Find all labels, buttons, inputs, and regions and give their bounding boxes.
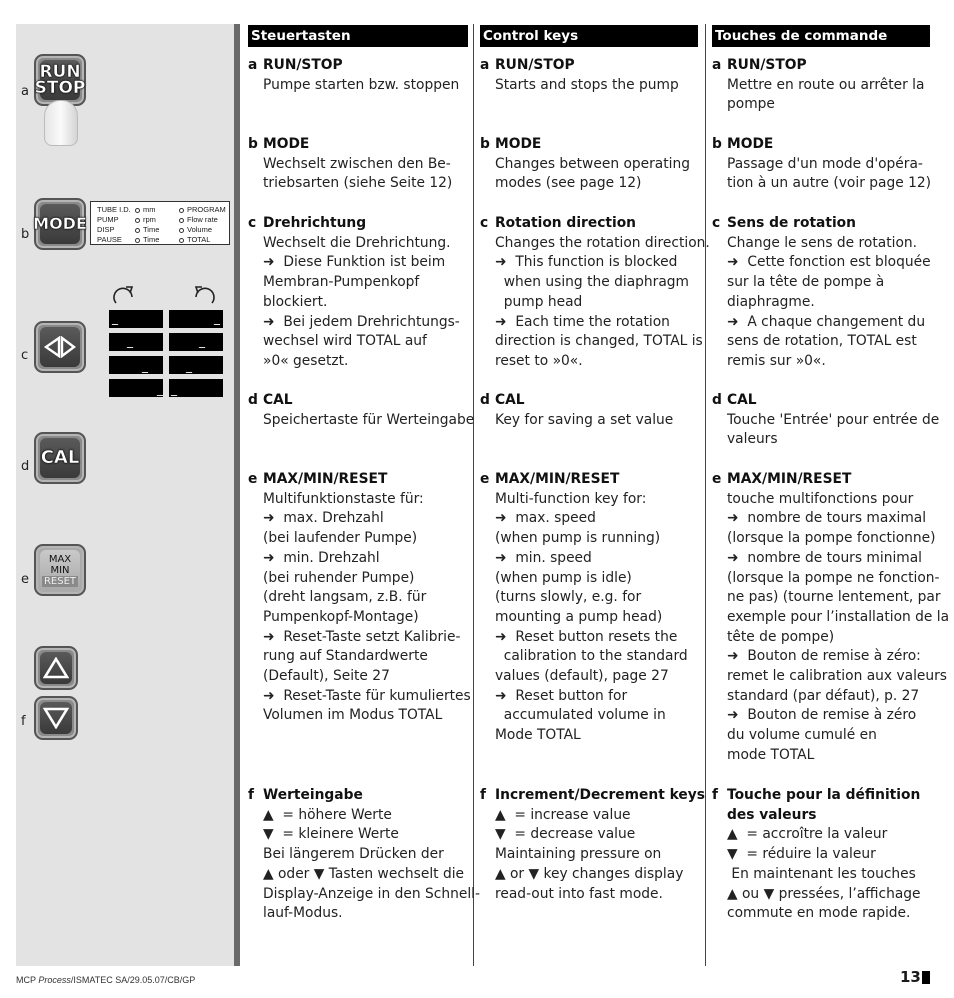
item-letter: a (480, 57, 490, 73)
item-d (480, 391, 673, 430)
column-heading-de: Steuertasten (248, 25, 468, 47)
row-label-d: d (21, 459, 30, 474)
item-title: MODE (727, 136, 774, 152)
item-line: Pumpe starten bzw. stoppen (263, 76, 460, 93)
item-line: du volume cumulé en (727, 727, 877, 744)
item-b (712, 135, 931, 194)
page-number: 13 (900, 968, 921, 986)
item-line: pompe (727, 96, 775, 113)
mode-table (90, 201, 230, 245)
item-line: ➜ Bouton de remise à zéro: (727, 648, 921, 665)
item-line: Speichertaste für Werteingabe (263, 411, 475, 428)
item-line: Change le sens de rotation. (727, 234, 918, 251)
item-e (248, 470, 471, 726)
item-line: values (default), page 27 (495, 668, 669, 685)
item-line: ➜ nombre de tours maximal (727, 510, 927, 527)
rotation-direction-icon (43, 336, 77, 358)
column-heading-fr: Touches de commande (712, 25, 930, 47)
item-line: ➜ Reset-Taste setzt Kalibrie- (263, 628, 461, 645)
item-letter: d (712, 392, 722, 408)
mode-option: Flow rate (187, 215, 218, 224)
item-letter: a (712, 57, 722, 73)
rotation-direction-key[interactable] (34, 321, 86, 373)
item-a (712, 56, 924, 115)
item-line: Starts and stops the pump (495, 76, 679, 93)
item-line: ▼ = kleinere Werte (263, 826, 399, 843)
item-letter: c (712, 215, 721, 231)
item-line: Bei längerem Drücken der (263, 846, 444, 863)
item-line: ➜ Reset button resets the (495, 628, 678, 645)
item-line: ➜ Cette fonction est bloquée (727, 254, 931, 271)
item-title: CAL (263, 392, 293, 408)
item-title: RUN/STOP (263, 57, 343, 73)
item-line: ▲ = increase value (495, 806, 631, 823)
item-line: ▲ or ▼ key changes display (495, 865, 684, 882)
mode-unit: mm (143, 205, 156, 214)
item-line: ➜ max. Drehzahl (263, 510, 384, 527)
item-line: diaphragme. (727, 293, 815, 310)
item-letter: d (248, 392, 258, 408)
cal-label: CAL (40, 447, 80, 469)
item-line: accumulated volume in (495, 707, 666, 724)
item-line: touche multifonctions pour (727, 490, 914, 507)
item-line: standard (par défaut), p. 27 (727, 687, 920, 704)
item-title: CAL (727, 392, 757, 408)
item-title: CAL (495, 392, 525, 408)
item-line: direction is changed, TOTAL is (495, 333, 703, 350)
item-title: MODE (263, 136, 310, 152)
illustration-panel (16, 24, 234, 966)
reset-label: RESET (43, 575, 77, 587)
item-line: ➜ A chaque changement du (727, 313, 926, 330)
cal-key[interactable] (34, 432, 86, 484)
item-f (480, 786, 705, 904)
item-line: Changes the rotation direction. (495, 234, 710, 251)
display-segment: _ (109, 310, 163, 328)
item-line: sur la tête de pompe à (727, 274, 885, 291)
item-line: ▼ = réduire la valeur (727, 846, 876, 863)
item-line: mounting a pump head) (495, 608, 663, 625)
item-line: Multifunktionstaste für: (263, 490, 424, 507)
item-line: wechsel wird TOTAL auf (263, 333, 427, 350)
display-segment: _ (109, 356, 163, 374)
item-line: ➜ Bouton de remise à zéro (727, 707, 917, 724)
row-label-f: f (21, 714, 26, 729)
up-triangle-icon (43, 657, 69, 679)
item-a (480, 56, 679, 95)
item-title: MODE (495, 136, 542, 152)
item-letter: f (480, 787, 487, 803)
item-line: commute en mode rapide. (727, 905, 911, 922)
column-divider (705, 24, 706, 966)
item-a (248, 56, 459, 95)
row-label-a: a (21, 84, 29, 99)
item-line: when using the diaphragm (495, 274, 689, 291)
item-letter: a (248, 57, 258, 73)
item-line: Display-Anzeige in den Schnell- (263, 885, 480, 902)
item-letter: e (248, 471, 258, 487)
up-key[interactable] (34, 646, 78, 690)
item-b (480, 135, 690, 194)
item-b (248, 135, 452, 194)
item-line: Changes between operating (495, 155, 691, 172)
item-line: (lorsque la pompe ne fonction- (727, 569, 940, 586)
row-label-b: b (21, 227, 30, 242)
item-line: Pumpenkopf-Montage) (263, 608, 419, 625)
footer-suffix: /ISMATEC SA/29.05.07/CB/GP (70, 975, 196, 985)
panel-divider (234, 24, 240, 966)
item-line: rung auf Standardwerte (263, 648, 428, 665)
display-segment: _ (109, 379, 163, 397)
pressing-finger (44, 100, 78, 146)
item-e (712, 470, 949, 766)
item-line: ▲ oder ▼ Tasten wechselt die (263, 865, 465, 882)
item-line: sens de rotation, TOTAL est (727, 333, 917, 350)
item-letter: c (480, 215, 489, 231)
item-line: modes (see page 12) (495, 175, 642, 192)
mode-option: Volume (187, 225, 213, 234)
item-d (248, 391, 474, 430)
item-line: ➜ Each time the rotation (495, 313, 670, 330)
item-letter: e (712, 471, 722, 487)
stop-label: STOP (34, 78, 86, 98)
item-line: calibration to the standard (495, 648, 688, 665)
item-title: Increment/Decrement keys (495, 787, 705, 803)
item-letter: f (712, 787, 719, 803)
item-title: Rotation direction (495, 215, 637, 231)
item-title: Sens de rotation (727, 215, 856, 231)
item-line: Mettre en route ou arrêter la (727, 76, 925, 93)
item-title: MAX/MIN/RESET (495, 471, 620, 487)
clockwise-arrow-icon (110, 283, 138, 307)
display-segment: _ (169, 310, 223, 328)
item-line: Key for saving a set value (495, 411, 674, 428)
item-line: En maintenant les touches (727, 865, 916, 882)
display-segment: _ (169, 356, 223, 374)
item-line: valeurs (727, 431, 778, 448)
item-line: ➜ min. Drehzahl (263, 549, 380, 566)
item-e (480, 470, 688, 746)
item-f (712, 786, 921, 924)
run-stop-key[interactable] (34, 54, 86, 106)
mode-label: MODE (33, 214, 87, 234)
item-d (712, 391, 939, 450)
item-line: blockiert. (263, 293, 328, 310)
item-line: ne pas) (tourne lentement, par (727, 589, 941, 606)
item-line: (when pump is running) (495, 530, 661, 547)
item-line: ➜ max. speed (495, 510, 596, 527)
item-title-continued: des valeurs (727, 806, 817, 823)
item-line: ▲ = accroître la valeur (727, 826, 888, 843)
item-title: Werteingabe (263, 787, 363, 803)
mode-unit: Time (143, 235, 160, 244)
footer-italic: Process (38, 975, 71, 985)
item-letter: b (712, 136, 722, 152)
item-title: MAX/MIN/RESET (727, 471, 852, 487)
item-line: exemple pour l’installation de la (727, 608, 950, 625)
item-line: (turns slowly, e.g. for (495, 589, 642, 606)
item-line: (Default), Seite 27 (263, 668, 390, 685)
item-line: pump head (495, 293, 583, 310)
mode-key[interactable] (34, 198, 86, 250)
item-line: tête de pompe) (727, 628, 835, 645)
item-c (712, 214, 931, 372)
max-label: MAX (48, 553, 72, 565)
item-line: ▼ = decrease value (495, 826, 636, 843)
item-letter: d (480, 392, 490, 408)
row-label-e: e (21, 572, 29, 587)
item-title: RUN/STOP (495, 57, 575, 73)
display-segment: _ (109, 333, 163, 351)
item-line: mode TOTAL (727, 746, 815, 763)
item-line: Wechselt zwischen den Be- (263, 155, 451, 172)
mode-row-label: DISP (97, 225, 115, 234)
item-line: (when pump is idle) (495, 569, 632, 586)
item-letter: f (248, 787, 255, 803)
item-line: Multi-function key for: (495, 490, 647, 507)
item-line: ➜ Diese Funktion ist beim (263, 254, 446, 271)
mode-row-label: PUMP (97, 215, 119, 224)
item-letter: c (248, 215, 257, 231)
item-letter: b (248, 136, 258, 152)
mode-unit: Time (143, 225, 160, 234)
item-line: »0« gesetzt. (263, 352, 349, 369)
mode-option: TOTAL (187, 235, 211, 244)
page-marker (922, 971, 930, 984)
item-line: remis sur »0«. (727, 352, 826, 369)
item-title: Drehrichtung (263, 215, 367, 231)
item-title: MAX/MIN/RESET (263, 471, 388, 487)
item-line: Mode TOTAL (495, 727, 581, 744)
run-label: RUN (39, 61, 81, 82)
item-line: reset to »0«. (495, 352, 583, 369)
item-line: Wechselt die Drehrichtung. (263, 234, 451, 251)
item-line: triebsarten (siehe Seite 12) (263, 175, 453, 192)
item-title: RUN/STOP (727, 57, 807, 73)
display-segment: _ (169, 379, 223, 397)
item-letter: b (480, 136, 490, 152)
item-f (248, 786, 480, 924)
item-line: Touche 'Entrée' pour entrée de (727, 411, 940, 428)
item-line: remet le calibration aux valeurs (727, 668, 947, 685)
item-line: (dreht langsam, z.B. für (263, 589, 427, 606)
footer-prefix: MCP (16, 975, 39, 985)
item-line: (lorsque la pompe fonctionne) (727, 530, 936, 547)
item-line: Volumen im Modus TOTAL (263, 707, 443, 724)
item-line: read-out into fast mode. (495, 885, 663, 902)
item-c (248, 214, 460, 372)
item-line: ▲ = höhere Werte (263, 806, 392, 823)
item-line: ➜ Reset-Taste für kumuliertes (263, 687, 471, 704)
item-letter: e (480, 471, 490, 487)
counterclockwise-arrow-icon (190, 283, 218, 307)
item-line: (bei ruhender Pumpe) (263, 569, 415, 586)
min-label: MIN (50, 564, 70, 576)
item-line: lauf-Modus. (263, 905, 343, 922)
mode-row-label: TUBE I.D. (97, 205, 131, 214)
item-line: ➜ Bei jedem Drehrichtungs- (263, 313, 460, 330)
mode-option: PROGRAM (187, 205, 226, 214)
item-line: Membran-Pumpenkopf (263, 274, 420, 291)
column-heading-en: Control keys (480, 25, 698, 47)
item-line: ➜ nombre de tours minimal (727, 549, 923, 566)
item-line: Maintaining pressure on (495, 846, 662, 863)
down-triangle-icon (43, 707, 69, 729)
item-line: ▲ ou ▼ pressées, l’affichage (727, 885, 921, 902)
display-segment: _ (169, 333, 223, 351)
max-min-reset-key[interactable] (34, 544, 86, 596)
footer (16, 975, 195, 985)
item-line: Passage d'un mode d'opéra- (727, 155, 923, 172)
down-key[interactable] (34, 696, 78, 740)
item-line: tion à un autre (voir page 12) (727, 175, 932, 192)
mode-row-label: PAUSE (97, 235, 122, 244)
item-line: ➜ min. speed (495, 549, 592, 566)
row-label-c: c (21, 348, 29, 363)
item-line: ➜ This function is blocked (495, 254, 678, 271)
item-line: (bei laufender Pumpe) (263, 530, 418, 547)
mode-unit: rpm (143, 215, 156, 224)
item-title: Touche pour la définition (727, 787, 921, 803)
item-c (480, 214, 710, 372)
item-line: ➜ Reset button for (495, 687, 628, 704)
